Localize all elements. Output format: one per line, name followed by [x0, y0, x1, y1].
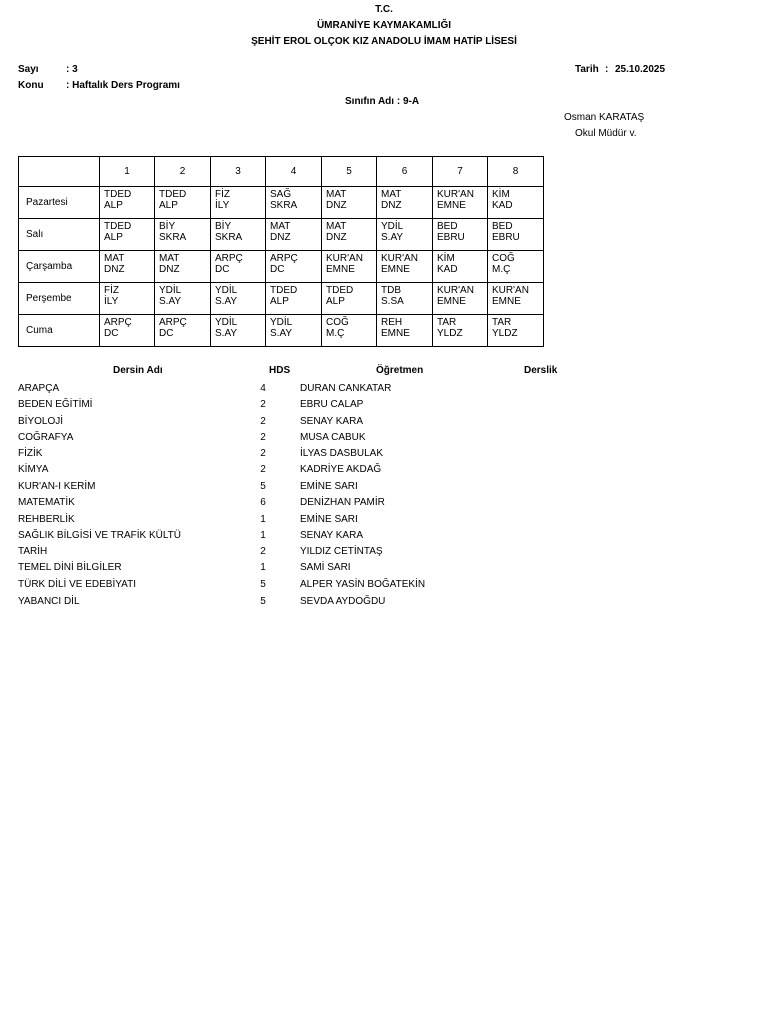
course-name: MATEMATİK [18, 497, 75, 508]
course-row [0, 596, 768, 612]
lesson-cell [211, 219, 266, 251]
lesson-code: MAT [326, 189, 347, 200]
teacher-code: KAD [492, 200, 513, 211]
teacher-code: EMNE [381, 264, 410, 275]
course-row [0, 562, 768, 578]
teacher-code: YLDZ [492, 328, 518, 339]
lesson-cell [266, 187, 322, 219]
lesson-cell [100, 187, 155, 219]
lesson-code: KUR'AN [492, 285, 529, 296]
lesson-code: REH [381, 317, 403, 328]
course-hds: 5 [260, 579, 266, 590]
course-hds: 4 [260, 383, 266, 394]
teacher-code: M.Ç [326, 328, 345, 339]
lesson-cell [488, 251, 544, 283]
schedule-corner-cell [19, 157, 100, 187]
course-row [0, 448, 768, 464]
course-hds: 2 [260, 464, 266, 475]
lesson-code: COĞ [492, 253, 515, 264]
col-header-course: Dersin Adı [113, 365, 163, 376]
course-teacher: YILDIZ CETİNTAŞ [300, 546, 383, 557]
lesson-cell [433, 251, 488, 283]
lesson-cell [155, 283, 211, 315]
teacher-code: KAD [437, 264, 458, 275]
lesson-cell [377, 219, 433, 251]
teacher-code: ALP [104, 232, 123, 243]
teacher-code: ALP [270, 296, 289, 307]
lesson-cell [211, 283, 266, 315]
class-name: Sınıfın Adı : 9-A [345, 96, 420, 107]
course-hds: 1 [260, 514, 266, 525]
lesson-code: MAT [326, 221, 347, 232]
lesson-cell [488, 315, 544, 347]
lesson-cell [100, 315, 155, 347]
lesson-cell [100, 251, 155, 283]
day-name: Perşembe [19, 283, 100, 315]
lesson-code: MAT [381, 189, 402, 200]
lesson-code: TDB [381, 285, 401, 296]
lesson-cell [322, 187, 377, 219]
course-name: BİYOLOJİ [18, 416, 64, 427]
course-teacher: DENİZHAN PAMİR [300, 497, 385, 508]
teacher-code: SKRA [215, 232, 243, 243]
teacher-code: DNZ [381, 200, 402, 211]
lesson-code: FİZ [104, 285, 119, 296]
course-row [0, 464, 768, 480]
lesson-code: ARPÇ [159, 317, 187, 328]
lesson-cell [100, 283, 155, 315]
teacher-code: EBRU [492, 232, 520, 243]
course-hds: 2 [260, 416, 266, 427]
signer-name: Osman KARATAŞ [564, 112, 645, 123]
course-hds: 2 [260, 399, 266, 410]
teacher-code: EMNE [326, 264, 355, 275]
course-teacher: MUSA CABUK [300, 432, 366, 443]
lesson-cell [100, 219, 155, 251]
period-header: 7 [433, 157, 488, 187]
teacher-code: S.AY [159, 296, 182, 307]
course-teacher: EMİNE SARI [300, 514, 358, 525]
lesson-cell [211, 251, 266, 283]
teacher-code: S.SA [381, 296, 404, 307]
course-name: KUR'AN-I KERİM [18, 481, 96, 492]
lesson-cell [322, 251, 377, 283]
course-teacher: İLYAS DASBULAK [300, 448, 383, 459]
lesson-code: KUR'AN [381, 253, 418, 264]
teacher-code: YLDZ [437, 328, 463, 339]
course-hds: 2 [260, 432, 266, 443]
course-hds: 5 [260, 596, 266, 607]
teacher-code: EBRU [437, 232, 465, 243]
sayi-label: Sayı [18, 64, 39, 75]
lesson-cell [155, 251, 211, 283]
lesson-cell [266, 219, 322, 251]
lesson-cell [488, 187, 544, 219]
schedule-header-row [19, 157, 544, 187]
day-name: Çarşamba [19, 251, 100, 283]
lesson-code: COĞ [326, 317, 349, 328]
teacher-code: DC [215, 264, 230, 275]
lesson-cell [322, 219, 377, 251]
lesson-code: BED [437, 221, 458, 232]
lesson-cell [433, 315, 488, 347]
course-teacher: SAMİ SARI [300, 562, 351, 573]
course-teacher: KADRİYE AKDAĞ [300, 464, 382, 475]
teacher-code: DC [104, 328, 119, 339]
period-header: 5 [322, 157, 377, 187]
lesson-code: YDİL [215, 317, 238, 328]
lesson-code: YDİL [381, 221, 404, 232]
lesson-code: FİZ [215, 189, 230, 200]
course-name: COĞRAFYA [18, 432, 74, 443]
course-row [0, 514, 768, 530]
lesson-cell [155, 187, 211, 219]
course-hds: 5 [260, 481, 266, 492]
lesson-code: KUR'AN [326, 253, 363, 264]
period-header: 8 [488, 157, 544, 187]
tarih-value: 25.10.2025 [615, 64, 666, 75]
schedule-table [18, 156, 544, 347]
course-teacher: ALPER YASİN BOĞATEKİN [300, 579, 426, 590]
course-teacher: EBRU CALAP [300, 399, 364, 410]
teacher-code: S.AY [215, 296, 238, 307]
col-header-hds: HDS [269, 365, 291, 376]
course-row [0, 546, 768, 562]
day-name: Pazartesi [19, 187, 100, 219]
course-name: KİMYA [18, 464, 49, 475]
teacher-code: DC [270, 264, 285, 275]
lesson-code: BİY [159, 221, 176, 232]
teacher-code: İLY [104, 296, 119, 307]
lesson-cell [377, 251, 433, 283]
lesson-code: BİY [215, 221, 232, 232]
lesson-code: TDED [326, 285, 354, 296]
course-name: ARAPÇA [18, 383, 60, 394]
course-hds: 6 [260, 497, 266, 508]
schedule-row [19, 251, 544, 283]
schedule-row [19, 219, 544, 251]
lesson-code: KUR'AN [437, 285, 474, 296]
course-hds: 1 [260, 530, 266, 541]
day-name: Salı [19, 219, 100, 251]
course-row [0, 497, 768, 513]
course-teacher: SENAY KARA [300, 530, 363, 541]
teacher-code: EMNE [437, 200, 466, 211]
tarih-separator: : [605, 64, 609, 75]
lesson-cell [211, 315, 266, 347]
course-name: YABANCI DİL [18, 596, 80, 607]
course-row [0, 432, 768, 448]
header-district: ÜMRANİYE KAYMAKAMLIĞI [316, 20, 452, 31]
sayi-value: : 3 [66, 64, 78, 75]
course-hds: 2 [260, 546, 266, 557]
teacher-code: DNZ [326, 200, 347, 211]
lesson-code: BED [492, 221, 513, 232]
lesson-code: TDED [159, 189, 187, 200]
teacher-code: S.AY [215, 328, 238, 339]
lesson-cell [433, 219, 488, 251]
teacher-code: DNZ [104, 264, 125, 275]
lesson-code: KİM [437, 253, 455, 264]
course-row [0, 399, 768, 415]
course-name: TEMEL DİNİ BİLGİLER [18, 562, 122, 573]
lesson-code: YDİL [215, 285, 238, 296]
course-row [0, 530, 768, 546]
day-name: Cuma [19, 315, 100, 347]
lesson-code: MAT [104, 253, 125, 264]
lesson-cell [488, 219, 544, 251]
course-teacher: SENAY KARA [300, 416, 363, 427]
lesson-cell [377, 315, 433, 347]
teacher-code: EMNE [437, 296, 466, 307]
lesson-code: YDİL [270, 317, 293, 328]
teacher-code: ALP [159, 200, 178, 211]
lesson-code: YDİL [159, 285, 182, 296]
course-teacher: DURAN CANKATAR [300, 383, 392, 394]
teacher-code: DNZ [270, 232, 291, 243]
lesson-code: KİM [492, 189, 510, 200]
lesson-code: TAR [437, 317, 457, 328]
teacher-code: EMNE [381, 328, 410, 339]
period-header: 4 [266, 157, 322, 187]
lesson-code: TDED [270, 285, 298, 296]
course-name: TÜRK DİLİ VE EDEBİYATI [18, 579, 136, 590]
teacher-code: S.AY [381, 232, 404, 243]
course-name: SAĞLIK BİLGİSİ VE TRAFİK KÜLTÜ [18, 530, 182, 541]
lesson-code: TDED [104, 189, 132, 200]
konu-value: : Haftalık Ders Programı [66, 80, 180, 91]
course-name: FİZİK [18, 448, 43, 459]
lesson-cell [266, 283, 322, 315]
period-header: 2 [155, 157, 211, 187]
lesson-code: ARPÇ [270, 253, 298, 264]
teacher-code: DC [159, 328, 174, 339]
course-hds: 2 [260, 448, 266, 459]
lesson-cell [433, 283, 488, 315]
lesson-code: MAT [159, 253, 180, 264]
schedule-row [19, 187, 544, 219]
lesson-cell [377, 283, 433, 315]
course-row [0, 579, 768, 595]
teacher-code: İLY [215, 200, 230, 211]
konu-label: Konu [18, 80, 44, 91]
teacher-code: ALP [104, 200, 123, 211]
lesson-cell [488, 283, 544, 315]
header-tc: T.C. [375, 4, 393, 15]
course-row [0, 383, 768, 399]
teacher-code: DNZ [159, 264, 180, 275]
lesson-cell [266, 315, 322, 347]
col-header-room: Derslik [524, 365, 558, 376]
teacher-code: SKRA [159, 232, 187, 243]
course-teacher: EMİNE SARI [300, 481, 358, 492]
course-name: BEDEN EĞİTİMİ [18, 399, 93, 410]
teacher-code: M.Ç [492, 264, 511, 275]
course-row [0, 416, 768, 432]
lesson-cell [155, 219, 211, 251]
lesson-cell [211, 187, 266, 219]
course-teacher: SEVDA AYDOĞDU [300, 596, 386, 607]
course-name: REHBERLİK [18, 514, 75, 525]
teacher-code: S.AY [270, 328, 293, 339]
lesson-code: ARPÇ [215, 253, 243, 264]
signer-title: Okul Müdür v. [575, 128, 637, 139]
period-header: 1 [100, 157, 155, 187]
tarih-label: Tarih [575, 64, 599, 75]
teacher-code: ALP [326, 296, 345, 307]
lesson-cell [155, 315, 211, 347]
col-header-teacher: Öğretmen [376, 365, 424, 376]
lesson-code: TAR [492, 317, 512, 328]
header-school: ŞEHİT EROL OLÇOK KIZ ANADOLU İMAM HATİP LİSESİ [251, 36, 517, 47]
teacher-code: DNZ [326, 232, 347, 243]
teacher-code: SKRA [270, 200, 298, 211]
lesson-code: KUR'AN [437, 189, 474, 200]
lesson-code: TDED [104, 221, 132, 232]
course-name: TARİH [18, 546, 48, 557]
period-header: 3 [211, 157, 266, 187]
lesson-code: ARPÇ [104, 317, 132, 328]
lesson-cell [266, 251, 322, 283]
lesson-cell [377, 187, 433, 219]
lesson-code: SAĞ [270, 189, 292, 200]
course-hds: 1 [260, 562, 266, 573]
lesson-cell [433, 187, 488, 219]
lesson-cell [322, 315, 377, 347]
period-header: 6 [377, 157, 433, 187]
teacher-code: EMNE [492, 296, 521, 307]
course-row [0, 481, 768, 497]
lesson-code: MAT [270, 221, 291, 232]
lesson-cell [322, 283, 377, 315]
schedule-row [19, 315, 544, 347]
schedule-row [19, 283, 544, 315]
